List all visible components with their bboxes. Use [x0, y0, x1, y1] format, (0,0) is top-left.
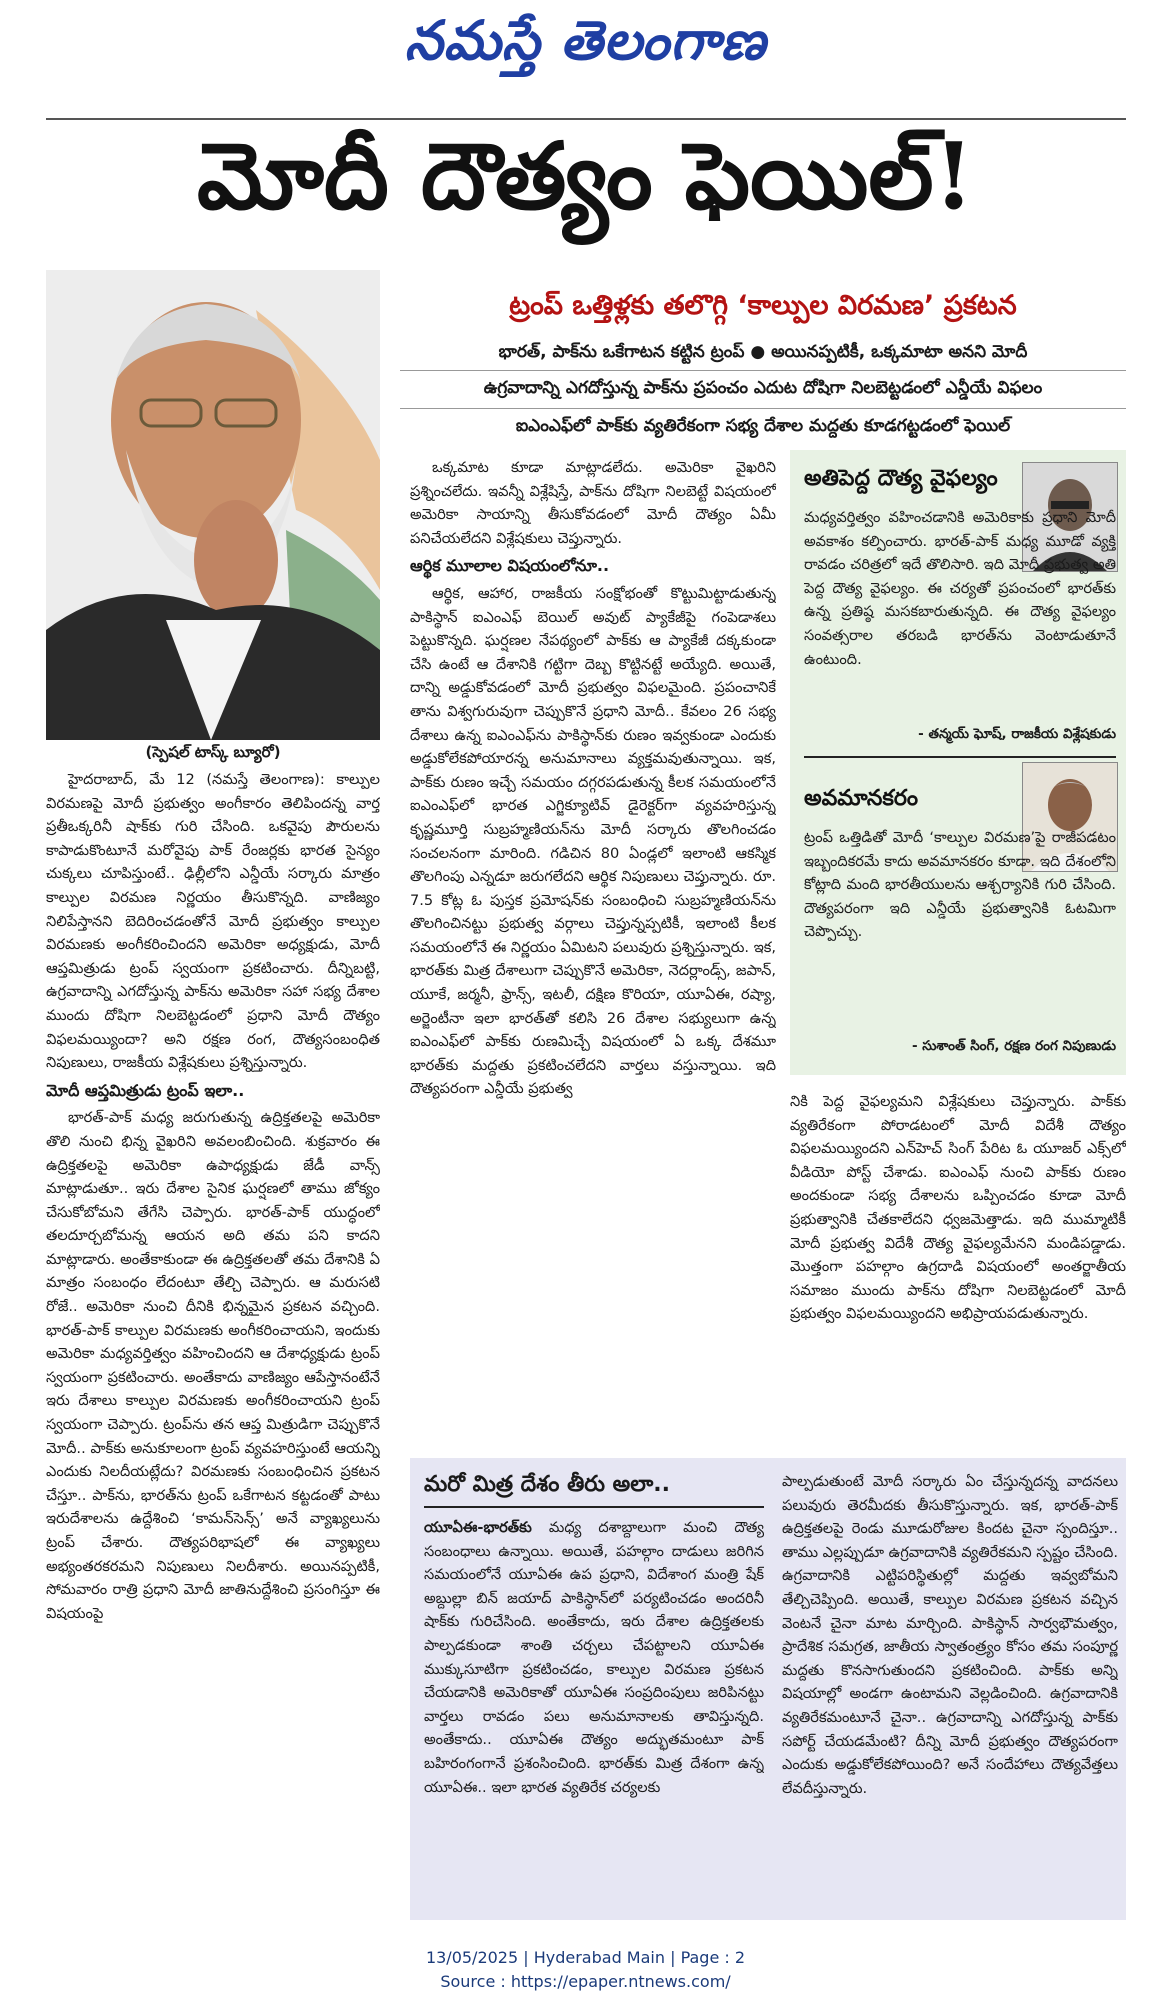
box-title-underline: [424, 1506, 764, 1508]
deck-divider: [400, 370, 1126, 371]
article-paragraph: నికి పెద్ద వైఫల్యమని విశ్లేషకులు చెప్తున్నారు. పాక్‌కు వ్యతిరేకంగా పోరాడటంలో మోదీ విదేశీ దౌత్యం విఫలమయ్యిందని ఎన్‌హెచ్ సింగ్ పేరిట ఓ యూజర్ ఎక్స్‌లో వీడియో పోస్ట్ చేశాడు. ఐఎంఎఫ్ నుంచి పాక్‌కు రుణం అందకుండా సభ్య దేశాలను ఒప్పించడం కూడా మోదీ ప్రభుత్వానికి చేతకాలేదని ధ్వజమెత్తాడు. ఇది ముమ్మాటికీ మోదీ ప్రభుత్వ విదేశీ దౌత్య వైఫల్యమేనని మండిపడ్డాడు. మొత్తంగా పహల్గాం ఉగ్రదాడి విషయంలో అంతర్జాతీయ సమాజం ముందు పాక్‌ను దోషిగా నిలబెట్టడంలో మోదీ ప్రభుత్వం విఫలమయ్యిందని అభిప్రాయపడుతున్నారు.: [790, 1093, 1126, 1323]
expert-quotes-box: [790, 450, 1126, 1075]
deck-line-2: ఉగ్రవాదాన్ని ఎగదోస్తున్న పాక్‌ను ప్రపంచం ఎదుట దోషిగా నిలబెట్టడంలో ఎన్డీయే విఫలం: [483, 378, 1043, 398]
section-subhead: మోదీ ఆప్తమిత్రుడు ట్రంప్ ఇలా..: [46, 1080, 245, 1100]
masthead-logo: నమస్తే తెలంగాణ: [404, 8, 767, 72]
box-text: మధ్య దశాబ్దాలుగా మంచి దౌత్య సంబంధాలు ఉన్నాయి. అయితే, పహల్గాం దాడులు జరిగిన సమయంలోనే యూఏఈ ఉప ప్రధాని, విదేశాంగ మంత్రి షేక్ అబ్దుల్లా బిన్ జయాద్ పాకిస్థాన్‌లో పర్యటించడం అందరినీ షాక్‌కు గురిచేసింది. అంతేకాదు, ఇరు దేశాల ఉద్రిక్తతలకు పాల్పడకుండా శాంతి చర్చలు చేపట్టాలని యూఏఈ ముక్కుసూటిగా ప్రకటించడం, కాల్పుల విరమణ ప్రకటన చేయడానికి అమెరికాతో యూఏఈ సంప్రదింపులు జరిపినట్టు వార్తలు రావడం పలు అనుమానాలకు తావిస్తున్నది. అంతేకాదు.. యూఏఈ దౌత్యం అద్భుతమంటూ పాక్ బహిరంగంగానే ప్రశంసించింది. భారత్‌కు మిత్ర దేశంగా ఉన్న యూఏఈ.. ఇలా భారత వ్యతిరేక చర్యలకు: [424, 1519, 764, 1796]
ally-country-box: [410, 1458, 1126, 1920]
subheadline: ట్రంప్ ఒత్తిళ్లకు తలొగ్గి ‘కాల్పుల విరమణ’ ప్రకటన: [509, 290, 1017, 321]
box-text: పాల్పడుతుంటే మోదీ సర్కారు ఏం చేస్తున్నదన్న వాదనలు పలువురు తెరమీదకు తీసుకొస్తున్నారు. ఇక, భారత్-పాక్ ఉద్రిక్తతలపై రెండు మూడురోజుల కిందట చైనా స్పందిస్తూ.. తాము ఎల్లప్పుడూ ఉగ్రవాదానికి వ్యతిరేకమని స్పష్టం చేసింది. ఉగ్రవాదానికి ఎట్టిపరిస్థితుల్లో మద్దతు ఇవ్వబోమని తేల్చిచెప్పింది. అయితే, కాల్పుల విరమణ ప్రకటన వచ్చిన వెంటనే చైనా మాట మార్చింది. పాకిస్థాన్ సార్వభౌమత్వం, ప్రాదేశిక సమగ్రత, జాతీయ స్వాతంత్ర్యం కోసం తమ సంపూర్ణ మద్దతు కొనసాగుతుందని ప్రకటించింది. పాక్‌కు అన్ని విషయాల్లో అండగా ఉంటామని వెల్లడించింది. ఉగ్రవాదానికి వ్యతిరేకమంటూనే చైనా.. ఉగ్రవాదాన్ని ఎగదోస్తున్న పాక్‌కు సపోర్ట్ చేయడమేంటి? దీన్ని మోదీ ప్రభుత్వం దౌత్యపరంగా ఎందుకు అడ్డుకోలేకపోయింది? అనే సందేహాలు దౌత్యవేత్తలు లేవదీస్తున్నారు.: [782, 1473, 1118, 1797]
quote-credit: - సుశాంత్ సింగ్, రక్షణ రంగ నిపుణుడు: [911, 1038, 1116, 1054]
quote-text: మధ్యవర్తిత్వం వహించడానికి అమెరికాకు ప్రధాని మోదీ అవకాశం కల్పించారు. భారత్-పాక్ మధ్య మూడో వ్యక్తి రావడం చరిత్రలో ఇదే తొలిసారి. ఇది మోదీ ప్రభుత్వ అతి పెద్ద దౌత్య వైఫల్యం. ఈ చర్యతో ప్రపంచంలో భారత్‌కు ఉన్న ప్రతిష్ఠ మసకబారుతున్నది. ఈ దౌత్య వైఫల్యం సంవత్సరాల తరబడి భారత్‌ను వెంటాడుతూనే ఉంటుంది.: [804, 509, 1116, 668]
quote-text: ట్రంప్ ఒత్తిడితో మోదీ ‘కాల్పుల విరమణ’పై రాజీపడటం ఇబ్బందికరమే కాదు అవమానకరం కూడా. ఇది దేశంలోని కోట్లాది మంది భారతీయులను ఆశ్చర్యానికి గురి చేసింది. దౌత్యపరంగా ఇది ఎన్డీయే ప్రభుత్వానికి ఓటమిగా చెప్పొచ్చు.: [804, 829, 1116, 941]
portrait-illustration: [46, 270, 380, 740]
deck-line-3: ఐఎంఎఫ్‌లో పాక్‌కు వ్యతిరేకంగా సభ్య దేశాల మద్దతు కూడగట్టడంలో ఫెయిల్: [515, 416, 1011, 436]
edition-info: 13/05/2025 | Hyderabad Main | Page : 2: [425, 1948, 746, 1967]
quote-title: అతిపెద్ద దౌత్య వైఫల్యం: [804, 466, 998, 491]
masthead-divider: [46, 118, 1126, 120]
deck-divider: [400, 408, 1126, 409]
box-title: మరో మిత్ర దేశం తీరు అలా..: [424, 1472, 670, 1497]
box-column-2: [782, 1470, 1118, 1912]
article-column-2: [410, 456, 776, 1444]
quote-credit: - తన్మయ్ ఘోష్, రాజకీయ విశ్లేషకుడు: [918, 726, 1116, 742]
box-lead: యూఏఈ-భారత్‌కు: [424, 1519, 532, 1536]
article-paragraph: ఒక్కమాట కూడా మాట్లాడలేదు. అమెరికా వైఖరిని ప్రశ్నించలేదు. ఇవన్నీ విశ్లేషిస్తే, పాక్‌ను దోషిగా నిలబెట్టే విషయంలో అమెరికా సాయాన్ని తీసుకోవడంలో మోదీ దౌత్యం ఏమీ పనిచేయలేదని విశ్లేషకులు చెప్తున్నారు.: [410, 459, 776, 547]
page-headline: మోదీ దౌత్యం ఫెయిల్!: [197, 122, 974, 230]
article-paragraph: భారత్-పాక్ మధ్య జరుగుతున్న ఉద్రిక్తతలపై అమెరికా తొలి నుంచి భిన్న వైఖరిని అవలంబించింది. శుక్రవారం ఈ ఉద్రిక్తతలపై అమెరికా ఉపాధ్యక్షుడు జేడీ వాన్స్ మాట్లాడుతూ.. ఇరు దేశాల సైనిక ఘర్షణలో తాము జోక్యం చేసుకోబోమని తేగేసి చెప్పారు. భారత్-పాక్ యుద్ధంలో తలదూర్చబోమన్న ఆయన అది తమ పని కాదని మాట్లాడారు. అంతేకాకుండా ఈ ఉద్రిక్తతలతో తమ దేశానికి ఏ మాత్రం సంబంధం లేదంటూ తేల్చి చెప్పారు. ఆ మరుసటి రోజే.. అమెరికా నుంచి దీనికి భిన్నమైన ప్రకటన వచ్చింది. భారత్-పాక్ కాల్పుల విరమణకు అంగీకరించాయని, ఇందుకు అమెరికా మధ్యవర్తిత్వం వహించిందని ఆ దేశాధ్యక్షుడు ట్రంప్ స్వయంగా ప్రకటించారు. అంతేకాదు వాణిజ్యం ఆపేస్తానంటేనే ఇరు దేశాలు కాల్పుల విరమణకు అంగీకరించాయని ట్రంప్ స్వయంగా చెప్పారు. ట్రంప్‌ను తన ఆప్త మిత్రుడిగా చెప్పుకొనే మోదీ.. పాక్‌కు అనుకూలంగా ట్రంప్ వ్యవహరిస్తుంటే ఆయన్ని ఎందుకు నిలదీయట్లేదు? విరమణకు సంబంధించిన ప్రకటన చేస్తూ.. పాక్‌ను, భారత్‌ను ట్రంప్ ఒకేగాటన కట్టడంతో పాటు ఇరుదేశాలను ఉద్దేశించి ‘కామన్‌సెన్స్’ అనే వ్యాఖ్యలును ట్రంప్ చేశారు. దౌత్యపరిభాషలో ఈ వ్యాఖ్యలు అభ్యంతరకరమని నిపుణులు నిలదీశారు. అయినప్పటికీ, సోమవారం రాత్రి ప్రధాని మోదీ జాతినుద్దేశించి ప్రసంగిస్తూ ఈ విషయంపై: [46, 1109, 380, 1622]
quote-divider: [804, 756, 1116, 758]
section-subhead: ఆర్థిక మూలాల విషయంలోనూ..: [410, 556, 610, 576]
quote-title: అవమానకరం: [804, 786, 919, 811]
article-column-3: [790, 1090, 1126, 1442]
modi-photo: [46, 270, 380, 740]
article-paragraph: ఆర్థిక, ఆహార, రాజకీయ సంక్షోభంతో కొట్టుమిట్టాడుతున్న పాకిస్థాన్ ఐఎంఎఫ్ బెయిల్ అవుట్ ప్యాకేజీపై గంపెడాశలు పెట్టుకొన్నది. ఘర్షణల నేపథ్యంలో పాక్‌కు ఆ ప్యాకేజీ దక్కకుండా చేసి ఉంటే ఆ దేశానికి గట్టిగా దెబ్బ కొట్టినట్టే అయ్యేది. అయితే, దాన్ని అడ్డుకోవడంలో మోదీ ప్రభుత్వం విఫలమైంది. ప్రపంచానికే తాను విశ్వగురువుగా చెప్పుకొనే ప్రధాని మోదీ.. కేవలం 26 సభ్య దేశాలు ఉన్న ఐఎంఎఫ్‌ను పాకిస్థాన్‌కు రుణం ఇవ్వకుండా ఎందుకు అడ్డుకోలేకపోయారన్న అనుమానాలు వ్యక్తమవుతున్నాయి. ఇక, పాక్‌కు రుణం ఇచ్చే సమయం దగ్గరపడుతున్న కీలక సమయంలోనే ఐఎంఎఫ్‌లో భారత ఎగ్జిక్యూటివ్ డైరెక్టర్‌గా వ్యవహరిస్తున్న కృష్ణమూర్తి సుబ్రహ్మణియన్‌ను మోదీ సర్కారు తొలగించడం సంచలనంగా మారింది. గడిచిన 80 ఏండ్లలో ఇలాంటి ఆకస్మిక తొలగింపు ఎన్నడూ జరుగలేదని ఆర్థిక నిపుణులు చెప్తున్నారు. రూ. 7.5 కోట్ల ఓ పుస్తక ప్రమోషన్‌కు సంబంధించి సుబ్రహ్మణియన్‌ను తొలగించినట్టు ప్రభుత్వ వర్గాలు చెప్తున్నప్పటికీ, ఇలాంటి కీలక సమయంలోనే ఈ నిర్ణయం ఏమిటని పలువురు ప్రశ్నిస్తున్నారు. ఇక, భారత్‌కు మిత్ర దేశాలుగా చెప్పుకొనే అమెరికా, నెదర్లాండ్స్, జపాన్, యూకే, జర్మనీ, ఫ్రాన్స్, ఇటలీ, దక్షిణ కొరియా, యూఏఈ, రష్యా, అర్జెంటీనా ఇలా భారత్‌తో కలిసి 26 దేశాల సభ్యులుగా ఉన్న ఐఎంఎఫ్‌లో పాక్‌కు రుణమిచ్చే విషయంలో ఏ ఒక్క దేశమూ భారత్‌కు మద్దతు ప్రకటించలేదని వార్తలు వస్తున్నాయి. ఇది దౌత్యపరంగా ఎన్డీయే ప్రభుత్వ: [410, 584, 776, 1098]
deck-line-1: భారత్, పాక్‌ను ఒకేగాటన కట్టిన ట్రంప్ ● అయినప్పటికీ, ఒక్కమాటా అనని మోదీ: [498, 342, 1028, 362]
box-column-1: [424, 1516, 764, 1912]
page-footer: [0, 1946, 1171, 1994]
article-column-1: [46, 768, 380, 1938]
article-paragraph: హైదరాబాద్, మే 12 (నమస్తే తెలంగాణ): కాల్పుల విరమణపై మోదీ ప్రభుత్వం అంగీకారం తెలిపిందన్న వార్త ప్రతీఒక్కరినీ షాక్‌కు గురి చేసింది. ఒకవైపు పౌరులను కాపాడుకొంటూనే మరోవైపు పాక్ రేంజర్లకు భారత సైన్యం చుక్కలు చూపిస్తుంటే.. ఢిల్లీలోని ఎన్డీయే సర్కారు మాత్రం కాల్పుల విరమణ నిర్ణయం తీసుకొన్నది. వాణిజ్యం నిలిపేస్తానని బెదిరించడంతోనే మోదీ ప్రభుత్వం కాల్పుల విరమణకు అంగీకరించిందని అమెరికా అధ్యక్షుడు, మోదీ ఆప్తమిత్రుడు ట్రంప్ స్వయంగా ప్రకటించారు. దీన్నిబట్టి, ఉగ్రవాదాన్ని ఎగదోస్తున్న పాక్‌ను అమెరికా సహా సభ్య దేశాల ముందు దోషిగా నిలబెట్టడంలో ప్రధాని మోదీ దౌత్యం విఫలమయ్యిందా? అని రక్షణ రంగ, దౌత్యసంబంధిత నిపుణులు, రాజకీయ విశ్లేషకులు ప్రశ్నిస్తున్నారు.: [46, 771, 380, 1072]
source-link[interactable]: Source : https://epaper.ntnews.com/: [440, 1972, 731, 1991]
photo-caption: (స్పెషల్ టాస్క్ బ్యూరో): [145, 743, 281, 761]
